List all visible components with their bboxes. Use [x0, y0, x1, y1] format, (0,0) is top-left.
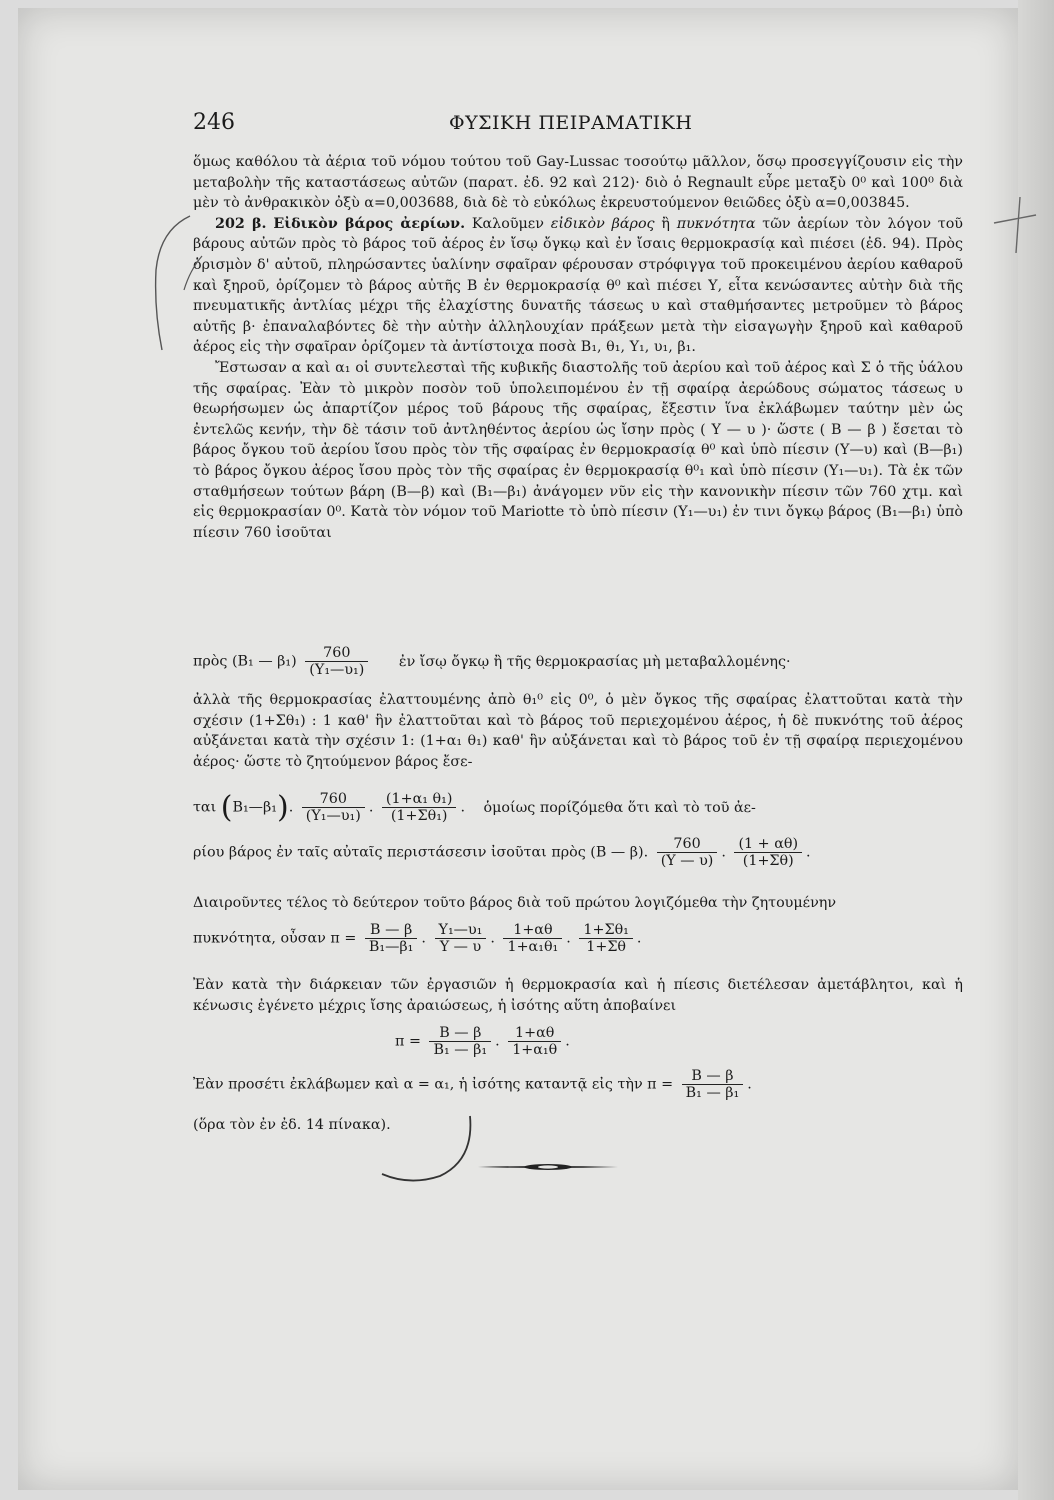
paragraph-divide: Διαιροῦντες τέλος τὸ δεύτερον τοῦτο βάρος διὰ τοῦ πρώτου λογιζόμεθα τὴν ζητουμένην [193, 895, 837, 911]
paren-close: ) [276, 790, 289, 825]
paragraph-rest: τῶν ἀερίων τὸν λόγον τοῦ βάρους αὐτῶν πρὸς τὸ βάρος τοῦ ἀέρος ἐν ἴσῳ ὄγκῳ καὶ ἐν ἴσαις θερμοκρασίᾳ καὶ πιέσει (ἐδ. 94). Πρὸς ὁρισμὸν δ' αὐτοῦ, πληρώσαντες ὑαλίνην σφαῖραν φέρουσαν στρόφιγγα τοῦ προκειμένου ἀερίου καθαροῦ καὶ ξηροῦ, ὁρίζομεν τὸ βάρος αὐτῆς Β ἐν θερμοκρασίᾳ θ⁰ καὶ πιέσει Υ, εἶτα κενώσαντες αὐτὴν διὰ τῆς πνευματικῆς ἀντλίας μέχρι τῆς ἐλαχίστης δυνατῆς τάσεως υ καὶ σταθμήσαντες μετροῦμεν τὸ βάρος αὐτῆς β· ἐπαναλαβόντες δὲ τὴν αὐτὴν ἀλληλουχίαν πράξεων μετὰ τὴν εἰσαγωγὴν ξηροῦ καὶ καθαροῦ ἀέρος εἰς τὴν σφαῖραν ὁρίζομεν τὰ ἀντίστοιχα ποσὰ Β₁, θ₁, Υ₁, υ₁, β₁. [193, 215, 963, 356]
eq4-fraction-4 [579, 922, 633, 955]
equation-air-weight: ται (Β₁—β₁). $\frac{760}{\text{(Υ₁—υ₁)}}$ . $\frac{\text{(1+α₁ θ₁)}}{\text{(1+Σθ₁)}}$ . ὁμοίως πορίζόμεθα ὅτι καὶ τὸ τοῦ ἀε- [193, 790, 756, 825]
paragraph-specific-weight [193, 214, 963, 358]
eq6-pre: Ἐὰν προσέτι ἐκλάβωμεν καὶ α = α₁, ἡ ἰσότης καταντᾷ εἰς τὴν π = [193, 1076, 674, 1093]
paragraph-coefficients: Ἔστωσαν α καὶ α₁ οἱ συντελεσταὶ τῆς κυβικῆς διαστολῆς τοῦ ἀερίου καὶ τοῦ ἀέρος καὶ Σ ὁ τῆς ὑάλου τῆς σφαίρας. Ἐὰν τὸ μικρὸν ποσὸν τοῦ ὑπολειπομένου ἐν τῇ σφαίρᾳ ἀερώδους σώματος τάσεως υ θεωρήσωμεν ὡς ἀπαρτίζον μέρος τοῦ βάρους τῆς σφαίρας, ἔξεστιν ἵνα ἐκλάβωμεν ταύτην μὲν ὡς ἐντελῶς κενήν, τὴν δὲ τάσιν τοῦ ἀντληθέντος ἀερίου ὡς ἴσην πρὸς ( Υ — υ )· ὥστε ( Β — β ) ἔσεται τὸ βάρος ὄγκου τοῦ ἀερίου ἴσου πρὸς τὸν τῆς σφαίρας ἐν θερμοκρασίᾳ θ⁰ καὶ ὑπὸ πίεσιν (Υ—υ) καὶ (Β—β₁) τὸ βάρος ὄγκου ἀέρος ἴσου πρὸς τὸν τῆς σφαίρας ἐν θερμοκρασίᾳ θ⁰₁ καὶ ὑπὸ πίεσιν (Υ₁—υ₁). Τὰ ἐκ τῶν σταθμήσεων τούτων βάρη (Β—β) καὶ (Β₁—β₁) ἀνάγομεν νῦν εἰς τὴν κανονικὴν πίεσιν τῶν 760 χτμ. καὶ εἰς θερμοκρασίαν 0⁰. Κατὰ τὸν νόμον τοῦ Mariotte τὸ ὑπὸ πίεσιν (Υ₁—υ₁) ἐν τινι ὄγκῳ βάρος (Β₁—β₁) ὑπὸ πίεσιν 760 ἰσοῦται [193, 359, 963, 541]
term-density: πυκνότητα [676, 215, 756, 232]
page-edge [1018, 0, 1054, 1500]
term-specific-weight: εἰδικὸν βάρος [550, 215, 655, 232]
eq3-f2-num: (1 + αθ) [734, 836, 802, 853]
eq4-f2-den: Υ — υ [439, 939, 482, 955]
eq2-post: ὁμοίως πορίζόμεθα ὅτι καὶ τὸ τοῦ ἀε- [483, 799, 756, 816]
eq5-f2-den: 1+α₁θ [512, 1042, 558, 1058]
eq4-fraction-1 [365, 922, 418, 955]
eq6-den: Β₁ — β₁ [685, 1085, 740, 1101]
equation-mariotte [193, 645, 791, 678]
text-block-divide [193, 893, 963, 914]
eq5-fraction-1 [429, 1025, 491, 1058]
eq1-num: 760 [305, 645, 368, 662]
section-number: 202 β. [215, 215, 267, 232]
eq3-pre: ρίου βάρος ἐν ταῖς αὐταῖς περιστάσεσιν ἰσοῦται πρὸς (Β — β) [193, 844, 644, 861]
eq4-fraction-2 [435, 922, 487, 955]
text-block-reference [193, 1115, 963, 1136]
eq3-f2-den: (1+Σθ) [742, 853, 794, 869]
eq4-fraction-3 [503, 922, 562, 955]
eq5-f1-den: Β₁ — β₁ [433, 1042, 488, 1058]
paragraph-or: ἢ [654, 215, 677, 232]
eq1-post: ἐν ἴσῳ ὄγκῳ ἢ τῆς θερμοκρασίας μὴ μεταβαλλομένης· [398, 653, 791, 670]
eq4-f1-num: Β — β [365, 922, 418, 939]
eq4-f4-den: 1+Σθ [586, 939, 627, 955]
page-number: 246 [193, 110, 235, 135]
section-heading: Εἰδικὸν βάρος ἀερίων. [273, 215, 466, 232]
end-ornament [478, 1160, 618, 1174]
paragraph-constant: Ἐὰν κατὰ τὴν διάρκειαν τῶν ἐργασιῶν ἡ θερμοκρασία καὶ ἡ πίεσις διετέλεσαν ἀμετάβλητοι, καὶ ἡ κένωσις ἐγένετο μέχρις ἴσης ἀραιώσεως, ἡ ἰσότης αὕτη ἀποβαίνει [193, 977, 963, 1014]
paragraph-temperature: ἀλλὰ τῆς θερμοκρασίας ἐλαττουμένης ἀπὸ θ₁⁰ εἰς 0⁰, ὁ μὲν ὄγκος τῆς σφαίρας ἐλαττοῦται κατὰ τὴν σχέσιν (1+Σθ₁) : 1 καθ' ἣν ἐλαττοῦται καὶ τὸ βάρος τοῦ περιεχομένου ἀέρος, ἡ δὲ πυκνότης τοῦ ἀέρος αὐξάνεται κατὰ τὴν σχέσιν 1: (1+α₁ θ₁) καθ' ἣν αὐξάνεται καὶ τὸ βάρος τοῦ ἐν τῇ σφαίρᾳ περιεχομένου ἀέρος· ὥστε τὸ ζητούμενον βάρος ἔσε- [193, 692, 963, 770]
eq2-fraction-2 [382, 791, 457, 824]
eq2-f2-num: (1+α₁ θ₁) [382, 791, 457, 808]
eq3-f1-num: 760 [657, 836, 718, 853]
paragraph-reference: (ὅρα τὸν ἐν ἐδ. 14 πίνακα). [193, 1117, 391, 1133]
eq4-f3-num: 1+αθ [503, 922, 562, 939]
eq5-fraction-2 [508, 1025, 561, 1058]
eq2-f2-den: (1+Σθ₁) [390, 808, 448, 824]
eq2-paren: Β₁—β₁ [232, 799, 277, 816]
eq6-fraction [682, 1068, 744, 1101]
eq2-f1-num: 760 [302, 791, 365, 808]
eq4-f3-den: 1+α₁θ₁ [507, 939, 559, 955]
eq4-f1-den: Β₁—β₁ [368, 939, 414, 955]
eq3-fraction-1 [657, 836, 718, 869]
eq2-pre: ται [193, 799, 217, 816]
running-title: ΦΥΣΙΚΗ ΠΕΙΡΑΜΑΤΙΚΗ [449, 112, 693, 134]
eq5-f2-num: 1+αθ [508, 1025, 561, 1042]
eq4-pre: πυκνότητα, οὖσαν π = [193, 930, 357, 947]
eq4-f2-num: Υ₁—υ₁ [435, 922, 487, 939]
paragraph-gay-lussac: ὅμως καθόλου τὰ ἀέρια τοῦ νόμου τούτου τοῦ Gay-Lussac τοσούτῳ μᾶλλον, ὅσῳ προσεγγίζουσιν εἰς τὴν μεταβολὴν τῆς καταστάσεως αὐτῶν (παρατ. ἐδ. 92 καὶ 212)· διὸ ὁ Regnault εὗρε μεταξὺ 0⁰ καὶ 100⁰ διὰ μὲν τὸ ἀνθρακικὸν ὀξὺ α=0,003688, διὰ δὲ τὸ εὐκόλως ἐκρευστούμενον θειῶδες ὀξὺ α=0,003845. [193, 154, 963, 212]
equation-density: πυκνότητα, οὖσαν π = $\frac{B — \beta}{\text{Β₁—β₁}}$ . $\frac{\text{Υ₁—υ₁}}{\Upsilon — \upsilon}$ . $\frac{1+\alpha\theta}{\text{1+α₁θ₁}}$ . $\frac{\text{1+Σθ₁}}{1+\Sigma\theta}$ . [193, 922, 642, 955]
eq6-num: Β — β [682, 1068, 744, 1085]
eq3-f1-den: (Υ — υ) [660, 853, 714, 869]
eq1-den: (Υ₁—υ₁) [309, 662, 365, 678]
paragraph-lead: Καλοῦμεν [465, 215, 551, 232]
eq4-f4-num: 1+Σθ₁ [579, 922, 633, 939]
equation-simplified: π = $\frac{B — \beta}{\text{Β₁ — β₁}}$ . $\frac{1+\alpha\theta}{\text{1+α₁θ}}$ . [395, 1025, 570, 1058]
equation-final: Ἐὰν προσέτι ἐκλάβωμεν καὶ α = α₁, ἡ ἰσότης καταντᾷ εἰς τὴν π = $\frac{B — \beta}{\text{Β₁ — β₁}}$ . [193, 1068, 752, 1101]
page-header [193, 110, 963, 140]
eq5-f1-num: Β — β [429, 1025, 491, 1042]
text-block-top [193, 152, 963, 543]
eq2-fraction-1 [302, 791, 365, 824]
eq1-pre: πρὸς (Β₁ — β₁) [193, 653, 297, 670]
text-block-mid [193, 690, 963, 772]
eq1-fraction [305, 645, 368, 678]
eq5-pre: π = [395, 1033, 421, 1050]
eq2-f1-den: (Υ₁—υ₁) [305, 808, 361, 824]
equation-gas-weight: ρίου βάρος ἐν ταῖς αὐταῖς περιστάσεσιν ἰσοῦται πρὸς (Β — β). $\frac{760}{(\Upsilon — \upsilon)}$ . $\frac{(1 + \alpha\theta)}{(1+\Sigma\theta)}$ . [193, 836, 811, 869]
text-block-constant [193, 975, 963, 1016]
paren-open: ( [220, 790, 233, 825]
eq3-fraction-2 [734, 836, 802, 869]
